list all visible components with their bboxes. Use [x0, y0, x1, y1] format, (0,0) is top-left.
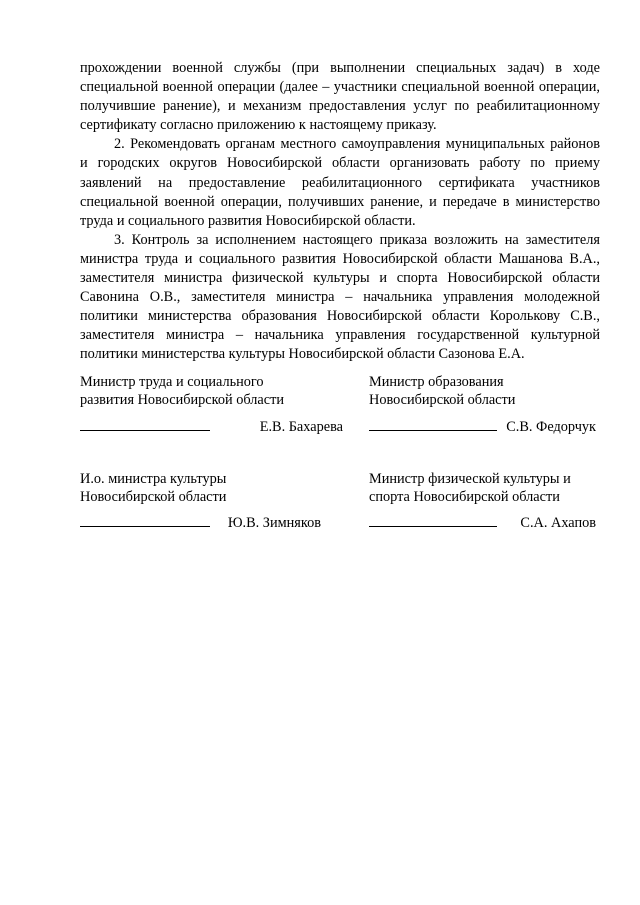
paragraph-3: 3. Контроль за исполнением настоящего приказа возложить на заместителя министра труда и социального развития Новосибирской области Машанова В.А., заместителя министра физической культуры и спорта Новосибирской области Савонина О.В., заместителя министра – начальника управления молодежной политики министерства образования Новосибирской области Королькову С.В., заместителя министра – начальника управления государственной культурной политики министерства культуры Новосибирской области Сазонова Е.А.	[80, 231, 600, 363]
signatory-name: Е.В. Бахарева	[259, 419, 343, 435]
signature-line	[80, 526, 210, 527]
signatory-name: С.А. Ахапов	[520, 515, 596, 531]
signatory-name: С.В. Федорчук	[506, 419, 596, 435]
signature-line	[369, 526, 497, 527]
signatory-title: Министр физической культуры и спорта Новосибирской области	[369, 471, 571, 505]
signature-row	[80, 514, 321, 532]
signature-row	[369, 514, 596, 532]
signature-line	[369, 430, 497, 431]
signatory-name: Ю.В. Зимняков	[227, 515, 321, 531]
signature-block-sport-minister	[369, 470, 596, 532]
order-text	[80, 59, 600, 365]
signature-row	[369, 418, 596, 436]
paragraph-2: 2. Рекомендовать органам местного самоуправления муниципальных районов и городских округов Новосибирской области организовать работу по приему заявлений на предоставление реабилитационного сертификата участников специальной военной операции, получивших ранение, и передаче в министерство труда и социального развития Новосибирской области.	[80, 136, 600, 229]
signature-row	[80, 418, 343, 436]
signatory-title: Министр образования Новосибирской области	[369, 374, 516, 408]
signatory-title: И.о. министра культуры Новосибирской области	[80, 471, 227, 505]
signature-block-culture-minister	[80, 470, 321, 532]
signature-block-education-minister	[369, 373, 596, 435]
paragraph-continuation: прохождении военной службы (при выполнении специальных задач) в ходе специальной военной операции (далее – участники специальной военной операции, получившие ранение), и механизм предоставления услуг по реабилитационному сертификату согласно приложению к настоящему приказу.	[80, 60, 600, 134]
signature-block-labor-minister	[80, 373, 343, 435]
signatory-title: Министр труда и социального развития Новосибирской области	[80, 374, 285, 408]
signature-line	[80, 430, 210, 431]
